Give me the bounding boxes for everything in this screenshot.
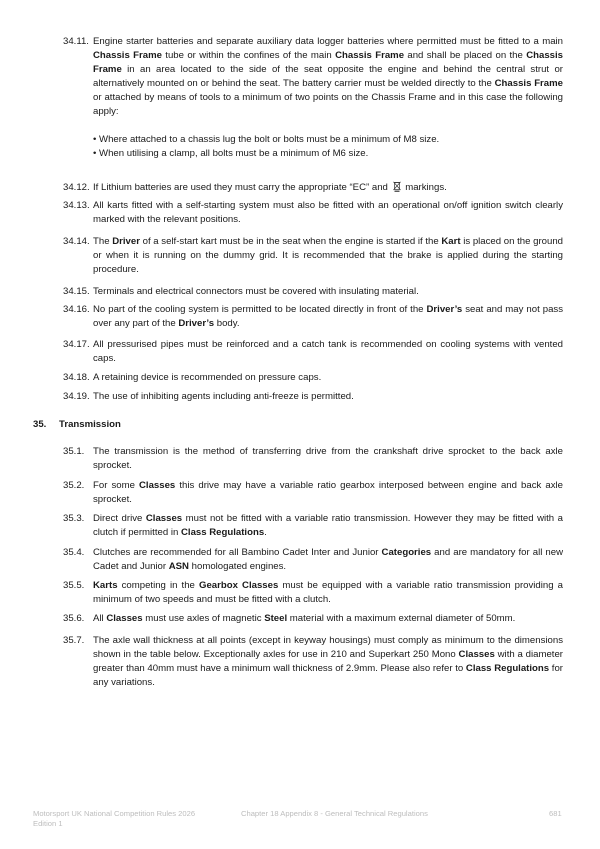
clause-35-3: [63, 512, 563, 540]
clause-34-18: [63, 371, 563, 385]
clause-34-12: [63, 181, 563, 195]
clause-number: 34.13.: [63, 200, 90, 211]
clause-34-19: [63, 390, 563, 404]
defined-term: Chassis Frame: [93, 50, 563, 75]
section-title: Transmission: [59, 419, 121, 430]
clause-text: All Classes must use axles of magnetic Steel material with a maximum external diameter of 50mm.: [93, 613, 516, 624]
clause-number: 35.6.: [63, 613, 85, 624]
clause-text: All karts fitted with a self-starting system must also be fitted with an operational on/off ignition switch clearly marked with the relevant positions.: [93, 200, 563, 225]
clause-34-16: [63, 303, 563, 331]
footer-title: Motorsport UK National Competition Rules 2026: [33, 809, 196, 818]
clause-number: 35.2.: [63, 480, 85, 491]
clause-34-17: [63, 338, 563, 366]
clause-34-13: [63, 199, 563, 227]
clause-text: All pressurised pipes must be reinforced and a catch tank is recommended on cooling systems with vented caps.: [93, 339, 563, 364]
defined-term: Class Regulations: [180, 527, 265, 538]
bullet-item: • Where attached to a chassis lug the bolt or bolts must be a minimum of M8 size.: [93, 134, 440, 145]
footer-page-number: 681: [549, 809, 562, 818]
clause-text: Clutches are recommended for all Bambino Cadet Inter and Junior Categories and are mandatory for all new Cadet and Junior ASN homologated engines.: [93, 547, 563, 572]
clause-number: 35.7.: [63, 635, 85, 646]
clause-35-4: [63, 546, 563, 574]
defined-term: Steel: [264, 613, 288, 624]
defined-term: Gearbox Classes: [199, 580, 279, 591]
clause-number: 35.5.: [63, 580, 85, 591]
clause-text: If Lithium batteries are used they must carry the appropriate “EC” and markings.: [93, 182, 447, 193]
clause-35-7: [63, 634, 563, 690]
bullet-item: • When utilising a clamp, all bolts must be a minimum of M6 size.: [93, 148, 369, 159]
footer-chapter: Chapter 18 Appendix 8 - General Technical Regulations: [241, 809, 428, 818]
clause-text: A retaining device is recommended on pressure caps.: [93, 372, 322, 383]
clause-text: The transmission is the method of transferring drive from the crankshaft drive sprocket to the back axle sprocket.: [93, 446, 563, 471]
clause-number: 34.17.: [63, 339, 90, 350]
defined-term: Driver’s: [178, 318, 215, 329]
defined-term: Classes: [145, 513, 183, 524]
defined-term: Chassis Frame: [494, 78, 563, 89]
defined-term: Classes: [139, 480, 176, 491]
clause-text: The use of inhibiting agents including anti-freeze is permitted.: [93, 391, 354, 402]
clause-text: Engine starter batteries and separate auxiliary data logger batteries where permitted must be fitted to a main Chassis Frame tube or within the confines of the main Chassis Frame and shall be placed on the Chassis Frame in an area located to the side of the seat opposite the engine and behind the central strut or alternatively mounted on or behind the seat. The battery carrier must be welded directly to the Chassis Frame or attached by means of tools to a minimum of two points on the Chassis Frame and in this case the following apply:: [93, 36, 563, 117]
footer-edition: Edition 1: [33, 819, 63, 828]
clause-text: For some Classes this drive may have a variable ratio gearbox interposed between engine and back axle sprocket.: [93, 480, 563, 505]
clause-text: Direct drive Classes must not be fitted with a variable ratio transmission. However they may be fitted with a clutch if permitted in Class Regulations.: [93, 513, 563, 538]
defined-term: Chassis Frame: [335, 50, 405, 61]
clause-number: 35.1.: [63, 446, 85, 457]
clause-number: 34.18.: [63, 372, 90, 383]
clause-number: 34.16.: [63, 304, 90, 315]
defined-term: Kart: [441, 236, 461, 247]
clause-text: The axle wall thickness at all points (except in keyway housings) must comply as minimum to the dimensions shown in the table below. Exceptionally axles for use in 210 and Superkart 250 Mono Classes with a diameter greater than 40mm must have a minimum wall thickness of 2.9mm. Please also refer to Class Regulations for any variations.: [93, 635, 563, 688]
clause-35-2: [63, 479, 563, 507]
clause-number: 34.12.: [63, 182, 90, 193]
clause-number: 35.4.: [63, 547, 85, 558]
defined-term: Driver: [112, 236, 140, 247]
defined-term: Driver’s: [426, 304, 463, 315]
defined-term: ASN: [168, 561, 189, 572]
recycle-bin-icon: [393, 181, 401, 192]
clause-text: The Driver of a self-start kart must be in the seat when the engine is started if the Kart is placed on the ground or when it is running on the dummy grid. It is recommended that the brake is applied during the starting procedure.: [93, 236, 563, 275]
clause-number: 34.14.: [63, 236, 90, 247]
clause-35-5: [63, 579, 563, 607]
defined-term: Categories: [381, 547, 432, 558]
clause-34-14: [63, 235, 563, 277]
defined-term: Classes: [106, 613, 143, 624]
clause-number: 34.11.: [63, 36, 89, 47]
section-heading-transmission: [33, 418, 121, 432]
clause-text: No part of the cooling system is permitted to be located directly in front of the Driver’s seat and may not pass over any part of the Driver’s body.: [93, 304, 563, 329]
defined-term: Chassis Frame: [93, 50, 162, 61]
defined-term: Classes: [458, 649, 495, 660]
clause-34-15: [63, 285, 563, 299]
clause-35-1: [63, 445, 563, 473]
clause-34-11: [63, 35, 563, 161]
clause-number: 34.19.: [63, 391, 90, 402]
clause-text: Karts competing in the Gearbox Classes must be equipped with a variable ratio transmission providing a minimum of two speeds and must be fitted with a clutch.: [93, 580, 563, 605]
clause-number: 35.3.: [63, 513, 85, 524]
clause-text: Terminals and electrical connectors must be covered with insulating material.: [93, 286, 419, 297]
section-number: 35.: [33, 419, 47, 430]
clause-number: 34.15.: [63, 286, 90, 297]
clause-35-6: [63, 612, 563, 626]
defined-term: Karts: [93, 580, 118, 591]
footer-publication: [33, 809, 195, 829]
defined-term: Class Regulations: [465, 663, 550, 674]
